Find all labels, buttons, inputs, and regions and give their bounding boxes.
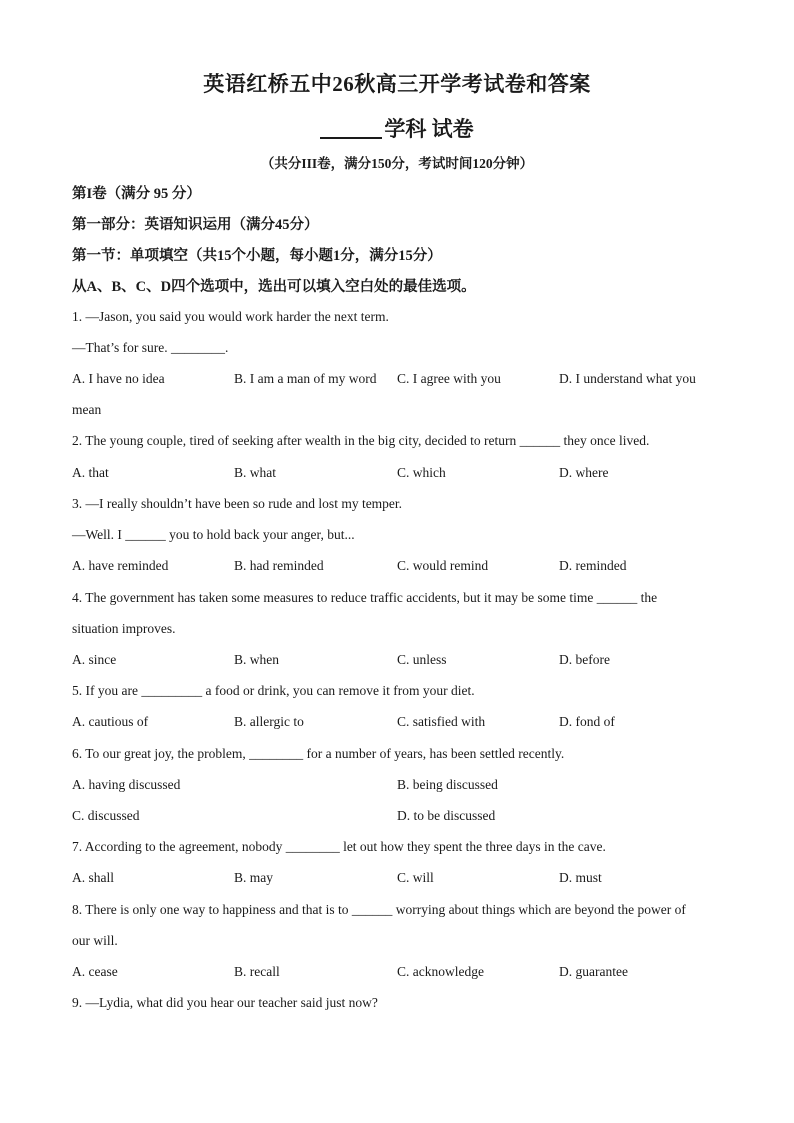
- question-8-option-b: B. recall: [234, 964, 280, 979]
- question-8-option-d: D. guarantee: [559, 964, 628, 979]
- question-4-option-b: B. when: [234, 652, 279, 667]
- question-9-stem: 9. —Lydia, what did you hear our teacher said just now?: [72, 995, 378, 1010]
- section-heading: 第一节：单项填空（共15个小题，每小题1分，满分15分）: [72, 248, 442, 264]
- subject-blank: [320, 119, 382, 139]
- question-6-stem: 6. To our great joy, the problem, ________ for a number of years, has been settled recently.: [72, 746, 565, 761]
- question-3-option-d: D. reminded: [559, 558, 627, 573]
- question-4-stem: 4. The government has taken some measures to reduce traffic accidents, but it may be some time ______ the: [72, 590, 658, 605]
- question-3-stem-2: —Well. I ______ you to hold back your anger, but...: [72, 527, 355, 542]
- question-5-option-b: B. allergic to: [234, 714, 304, 729]
- question-1-option-a: A. I have no idea: [72, 371, 165, 386]
- question-8-stem-2: our will.: [72, 933, 118, 948]
- question-4-option-d: D. before: [559, 652, 610, 667]
- question-1-stem: 1. —Jason, you said you would work harder the next term.: [72, 309, 389, 324]
- question-6-option-c: C. discussed: [72, 808, 140, 823]
- question-5-stem: 5. If you are _________ a food or drink, you can remove it from your diet.: [72, 683, 475, 698]
- question-6-option-b: B. being discussed: [397, 777, 498, 792]
- subtitle-text: 学科 试卷: [384, 117, 474, 141]
- question-2-option-a: A. that: [72, 465, 109, 480]
- question-1-option-d: D. I understand what you: [559, 371, 696, 386]
- question-8-option-a: A. cease: [72, 964, 118, 979]
- question-2-option-c: C. which: [397, 465, 446, 480]
- exam-subtitle: [0, 113, 794, 143]
- question-3-option-c: C. would remind: [397, 558, 489, 573]
- question-8-stem: 8. There is only one way to happiness and that is to ______ worrying about things which are beyond the power of: [72, 902, 686, 917]
- instruction: 从A、B、C、D四个选项中，选出可以填入空白处的最佳选项。: [72, 279, 476, 295]
- part-subheading: 第一部分：英语知识运用（满分45分）: [72, 217, 319, 233]
- question-2-option-d: D. where: [559, 465, 609, 480]
- question-8-option-c: C. acknowledge: [397, 964, 484, 979]
- question-7-option-d: D. must: [559, 870, 602, 885]
- question-7-stem: 7. According to the agreement, nobody ________ let out how they spent the three days in the cave.: [72, 839, 606, 854]
- question-3-option-b: B. had reminded: [234, 558, 324, 573]
- question-7-option-b: B. may: [234, 870, 273, 885]
- question-4-option-a: A. since: [72, 652, 117, 667]
- question-1-option-c: C. I agree with you: [397, 371, 501, 386]
- question-7-option-c: C. will: [397, 870, 434, 885]
- question-6-option-a: A. having discussed: [72, 777, 181, 792]
- question-4-stem-2: situation improves.: [72, 621, 176, 636]
- question-3-option-a: A. have reminded: [72, 558, 169, 573]
- question-5-option-a: A. cautious of: [72, 714, 149, 729]
- question-5-option-d: D. fond of: [559, 714, 615, 729]
- question-1-option-d-wrap: mean: [72, 402, 102, 417]
- exam-info: （共分III卷，满分150分，考试时间120分钟）: [260, 156, 534, 171]
- part-heading: 第I卷（满分 95 分）: [72, 186, 201, 202]
- question-7-option-a: A. shall: [72, 870, 114, 885]
- question-6-option-d: D. to be discussed: [397, 808, 496, 823]
- question-2-stem: 2. The young couple, tired of seeking after wealth in the big city, decided to return ______ they once lived.: [72, 433, 650, 448]
- question-1-stem-2: —That’s for sure. ________.: [72, 340, 229, 355]
- question-1-option-b: B. I am a man of my word: [234, 371, 377, 386]
- exam-title: 英语红桥五中26秋高三开学考试卷和答案: [203, 72, 591, 96]
- question-5-option-c: C. satisfied with: [397, 714, 486, 729]
- question-2-option-b: B. what: [234, 465, 276, 480]
- question-3-stem: 3. —I really shouldn’t have been so rude and lost my temper.: [72, 496, 403, 511]
- question-4-option-c: C. unless: [397, 652, 447, 667]
